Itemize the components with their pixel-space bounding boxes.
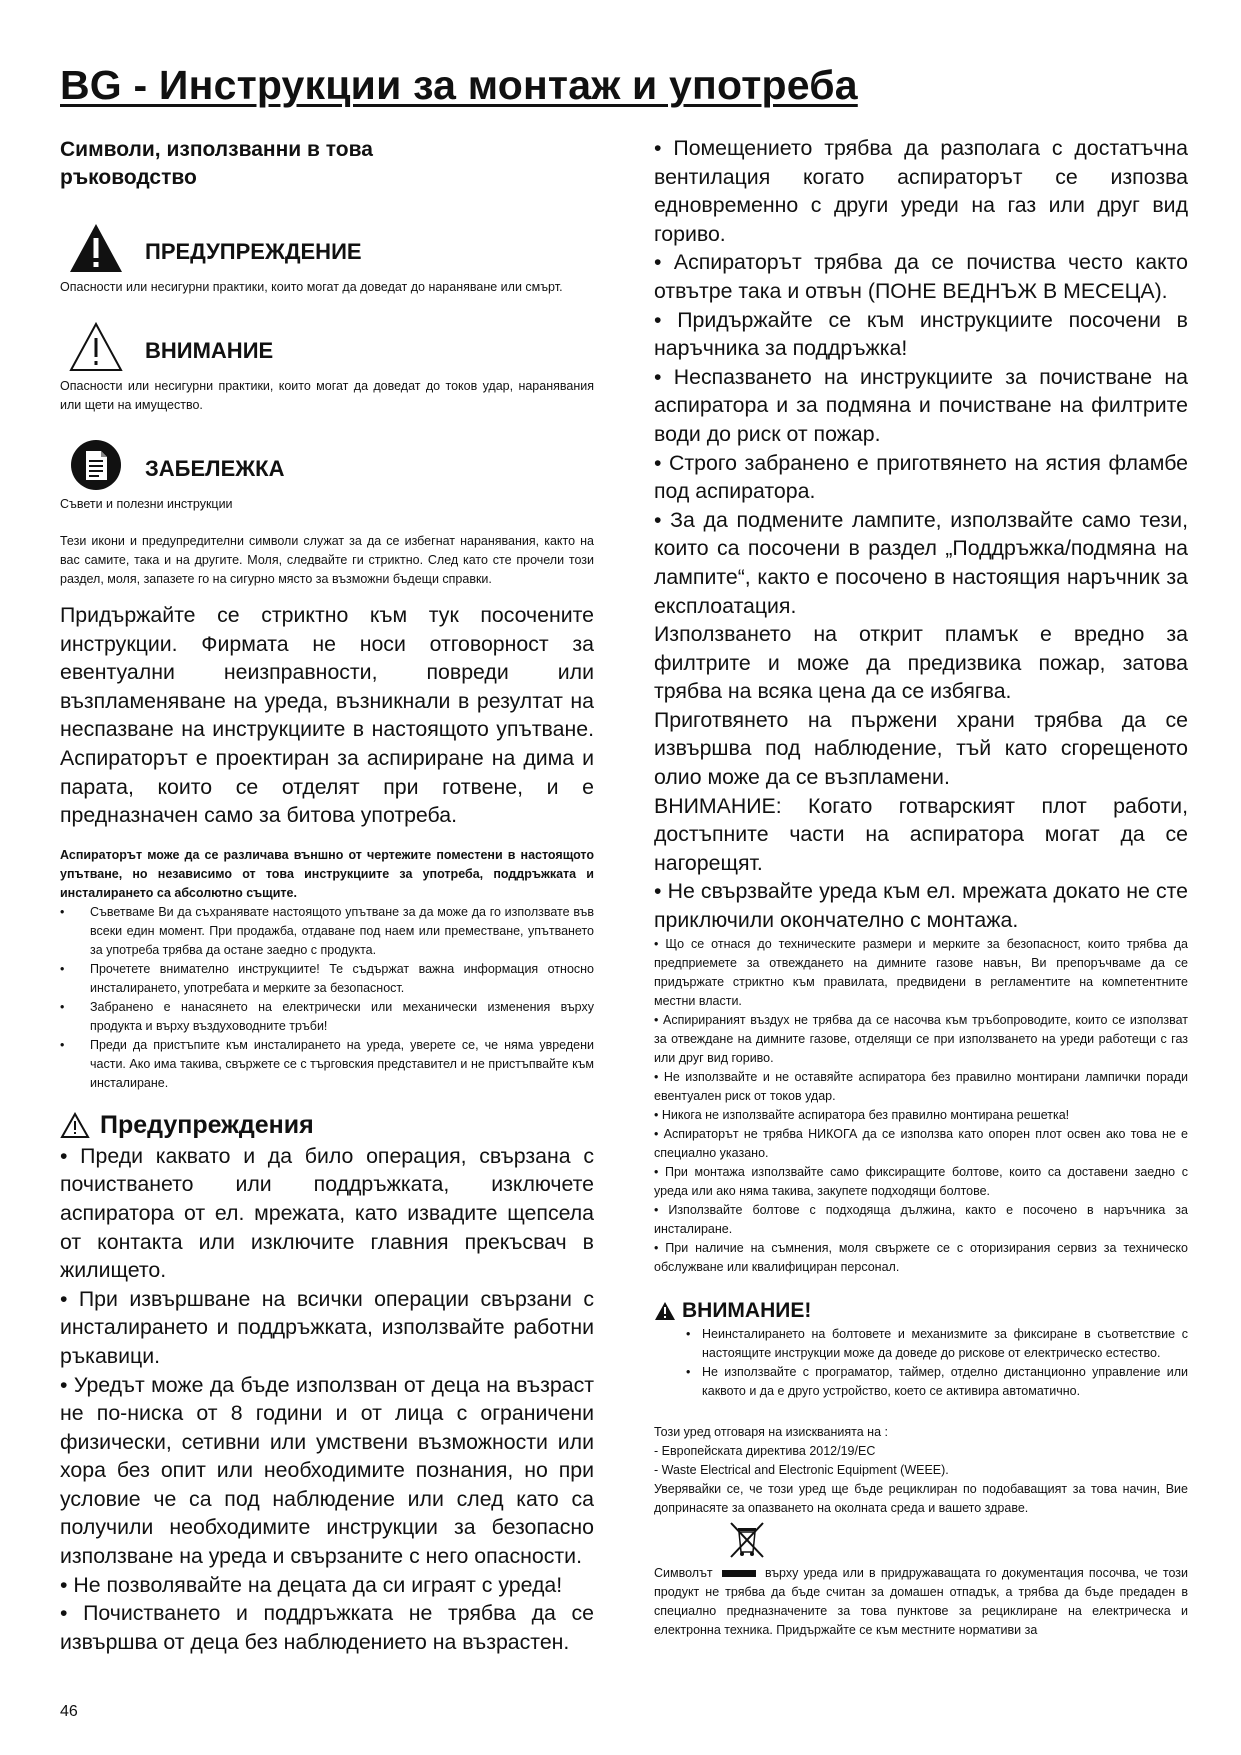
weee-bin-icon: [726, 1520, 768, 1560]
compliance-item: - Waste Electrical and Electronic Equipment (WEEE).: [654, 1462, 949, 1477]
safety-paragraph: • Придържайте се към инструкциите посочени в наръчника за поддръжка!: [654, 307, 1188, 361]
symbol-title-danger: ПРЕДУПРЕЖДЕНИЕ: [145, 239, 362, 264]
list-item: • Не използвайте с програматор, таймер, отделно дистанционно управление или каквото и да е друго устройство, което се активира автоматично.: [686, 1363, 1188, 1401]
general-bullets: [60, 903, 594, 1093]
warning-triangle-icon: [60, 1112, 90, 1139]
safety-paragraph: • Не свързвайте уреда към ел. мрежата докато не сте приключили окончателно с монтажа.: [654, 879, 1188, 933]
symbol-prefix: Символът: [654, 1565, 713, 1580]
symbol-title-caution: ВНИМАНИЕ: [145, 338, 274, 363]
symbol-caution: [60, 321, 594, 377]
warnings-heading-label: Предупреждения: [100, 1110, 314, 1139]
note-icon: [68, 439, 124, 491]
black-bar-icon: [722, 1570, 756, 1577]
warnings-heading: [60, 1111, 594, 1140]
safety-note: • Що се отнася до техническите размери и мерките за безопасност, които трябва да предприемете за отвеждането на димните газове навън, Ви препоръчваме да се придържате стриктно към правилата, предвидени в регламентите на компетентните местни власти.: [654, 936, 1188, 1008]
symbol-explanation: [654, 1564, 1188, 1640]
warning-paragraph: • Преди каквато и да било операция, свързана с почистването или поддръжката, изключете аспиратора от ел. мрежата, като извадите щепсела от контакта или изключите главния прекъсвач в жилището.: [60, 1143, 594, 1283]
danger-icon: [68, 222, 124, 274]
attention-heading: [654, 1299, 1188, 1323]
safety-note: • Аспираторът не трябва НИКОГА да се използва като опорен плот освен ако това не е специално указано.: [654, 1126, 1188, 1160]
safety-paragraph: Приготвянето на пържени храни трябва да се извършва под наблюдение, тъй като сгорещеното олио може да се възпламени.: [654, 707, 1188, 790]
symbol-desc-note: Съвети и полезни инструкции: [60, 497, 233, 511]
intro-big-text: Придържайте се стриктно към тук посочените инструкции. Фирмата не носи отговорност за евентуални неизправности, повреди или възпламеняване на уреда, възникнали в резултат на неспазване на инструкциите в настоящото упътване. Аспираторът е проектиран за аспириране на дима и парата, които се отделят при готвене, и е предназначен само за битова употреба.: [60, 603, 594, 828]
list-item: • Преди да пристъпите към инсталирането на уреда, уверете се, че няма увредени части. Ако има такива, свържете се с търговския представител и не пристъпвайте към инсталиране.: [60, 1036, 594, 1093]
compliance-intro: Този уред отговаря на изискванията на :: [654, 1424, 888, 1439]
symbol-title-note: ЗАБЕЛЕЖКА: [145, 456, 285, 481]
warning-paragraph: • При извършване на всички операции свързани с инсталирането и поддръжката, използвайте работни ръкавици.: [60, 1286, 594, 1368]
safety-note: • Никога не използвайте аспиратора без правилно монтирана решетка!: [654, 1107, 1070, 1122]
right-column: [654, 134, 1188, 1640]
safety-note: • Аспирираният въздух не трябва да се насочва към тръбопроводите, които се използват за отвеждане на димните газове, отделящи се при използването на уреди работещи с газ или друг вид гориво.: [654, 1012, 1188, 1065]
list-item: • Съветваме Ви да съхранявате настоящото упътване за да може да го използвате във всеки един момент. При продажба, отдаване под наем или преместване, упътването за употреба трябва да остане заедно с продукта.: [60, 903, 594, 960]
left-column: [60, 136, 594, 1656]
warning-paragraph: • Не позволявайте на децата да си играят с уреда!: [60, 1572, 563, 1597]
page-number: 46: [60, 1703, 78, 1720]
symbols-heading: Символи, използванни в това ръководство: [60, 138, 373, 189]
recycle-text: Уверявайки се, че този уред ще бъде рециклиран по подобаващият за това начин, Вие допринасяте за опазването на околната среда и вашето здраве.: [654, 1481, 1188, 1515]
compliance-item: - Европейската директива 2012/19/EC: [654, 1443, 876, 1458]
symbol-text: върху уреда или в придружаващата го документация посочва, че този продукт не трябва да бъде считан за домашен отпадък, а трябва да бъде предаден в специално предназначените за това пунктове за рециклиране на електрическа и електронна техника. Придържайте се към местните нормативи за: [654, 1565, 1188, 1637]
caution-icon: [68, 321, 124, 373]
safety-paragraph: ВНИМАНИЕ: Когато готварският плот работи, достъпните части на аспиратора могат да се нагорещят.: [654, 793, 1188, 875]
warning-filled-icon: [654, 1301, 676, 1321]
safety-note: • При монтажа използвайте само фиксиращите болтове, които са доставени заедно с уреда или ако няма такива, закупете подходящи болтове.: [654, 1164, 1188, 1198]
intro-small-text: Тези икони и предупредителни символи служат за да се избегнат наранявания, както на вас самите, така и на другите. Моля, следвайте ги стриктно. След като сте прочели този раздел, моля, запазете го на сигурно място за възможни бъдещи справки.: [60, 534, 594, 586]
safety-note: • При наличие на съмнения, моля свържете се с оторизирания сервиз за техническо обслужване или квалифициран персонал.: [654, 1240, 1188, 1274]
safety-paragraph: • За да подмените лампите, използвайте само тези, които са посочени в раздел „Поддръжка/подмяна на лампите“, както е посочено в настоящия наръчник за експлоатация.: [654, 507, 1188, 618]
safety-paragraph: • Строго забранено е приготвянето на ястия фламбе под аспиратора.: [654, 450, 1188, 504]
safety-paragraph: • Неспазването на инструкциите за почистване на аспиратора и за подмяна и почистване на филтрите води до риск от пожар.: [654, 364, 1188, 446]
attention-list: [654, 1325, 1188, 1401]
symbol-danger: [60, 222, 594, 278]
warning-paragraph: • Почистването и поддръжката не трябва да се извършва от деца без наблюдението на възрастен.: [60, 1601, 594, 1654]
appearance-note: Аспираторът може да се различава външно от чертежите поместени в настоящото упътване, но независимо от това инструкциите за употреба, поддръжката и инсталирането са абсолютно същите.: [60, 847, 594, 900]
list-item: • Забранено е нанасянето на електрически или механически изменения върху продукта и върху въздуховодните тръби!: [60, 998, 594, 1036]
list-item: • Прочетете внимателно инструкциите! Те съдържат важна информация относно инсталирането, употребата и мерките за безопасност.: [60, 960, 594, 998]
symbol-desc-caution: Опасности или несигурни практики, които могат да доведат до токов удар, наранявания или щети на имущество.: [60, 379, 594, 412]
safety-note: • Използвайте болтове с подходяща дължина, както е посочено в наръчника за инсталиране.: [654, 1202, 1188, 1236]
page-title: BG - Инструкции за монтаж и употреба: [60, 62, 858, 108]
warning-paragraph: • Уредът може да бъде използван от деца на възраст не по-ниска от 8 години и от лица с ограничени физически, сетивни или умствени възможности или хора без опит или необходимите познания, но при условие че са под наблюдение или след като са получили необходимите инструкции за безопасно използване на уреда и свързаните с него опасности.: [60, 1372, 594, 1569]
safety-paragraph: Използването на открит пламък е вредно за филтрите и може да предизвика пожар, затова трябва на всяка цена да се избягва.: [654, 622, 1188, 704]
attention-heading-label: ВНИМАНИЕ!: [682, 1298, 812, 1322]
safety-paragraph: • Помещението трябва да разполага с достатъчна вентилация когато аспираторът се изпозва едновременно с други уреди на газ или друг вид гориво.: [654, 136, 1188, 246]
list-item: • Неинсталирането на болтовете и механизмите за фиксиране в съответствие с настоящите инструкции може да доведе до рискове от електрическо естество.: [686, 1325, 1188, 1363]
safety-note: • Не използвайте и не оставяйте аспиратора без правилно монтирани лампички поради евентуален риск от токов удар.: [654, 1069, 1188, 1103]
symbol-note: [60, 439, 594, 495]
safety-paragraph: • Аспираторът трябва да се почиства често както отвътре така и отвън (ПОНЕ ВЕДНЪЖ В МЕСЕЦА).: [654, 250, 1188, 303]
symbol-desc-danger: Опасности или несигурни практики, които могат да доведат до нараняване или смърт.: [60, 280, 563, 294]
